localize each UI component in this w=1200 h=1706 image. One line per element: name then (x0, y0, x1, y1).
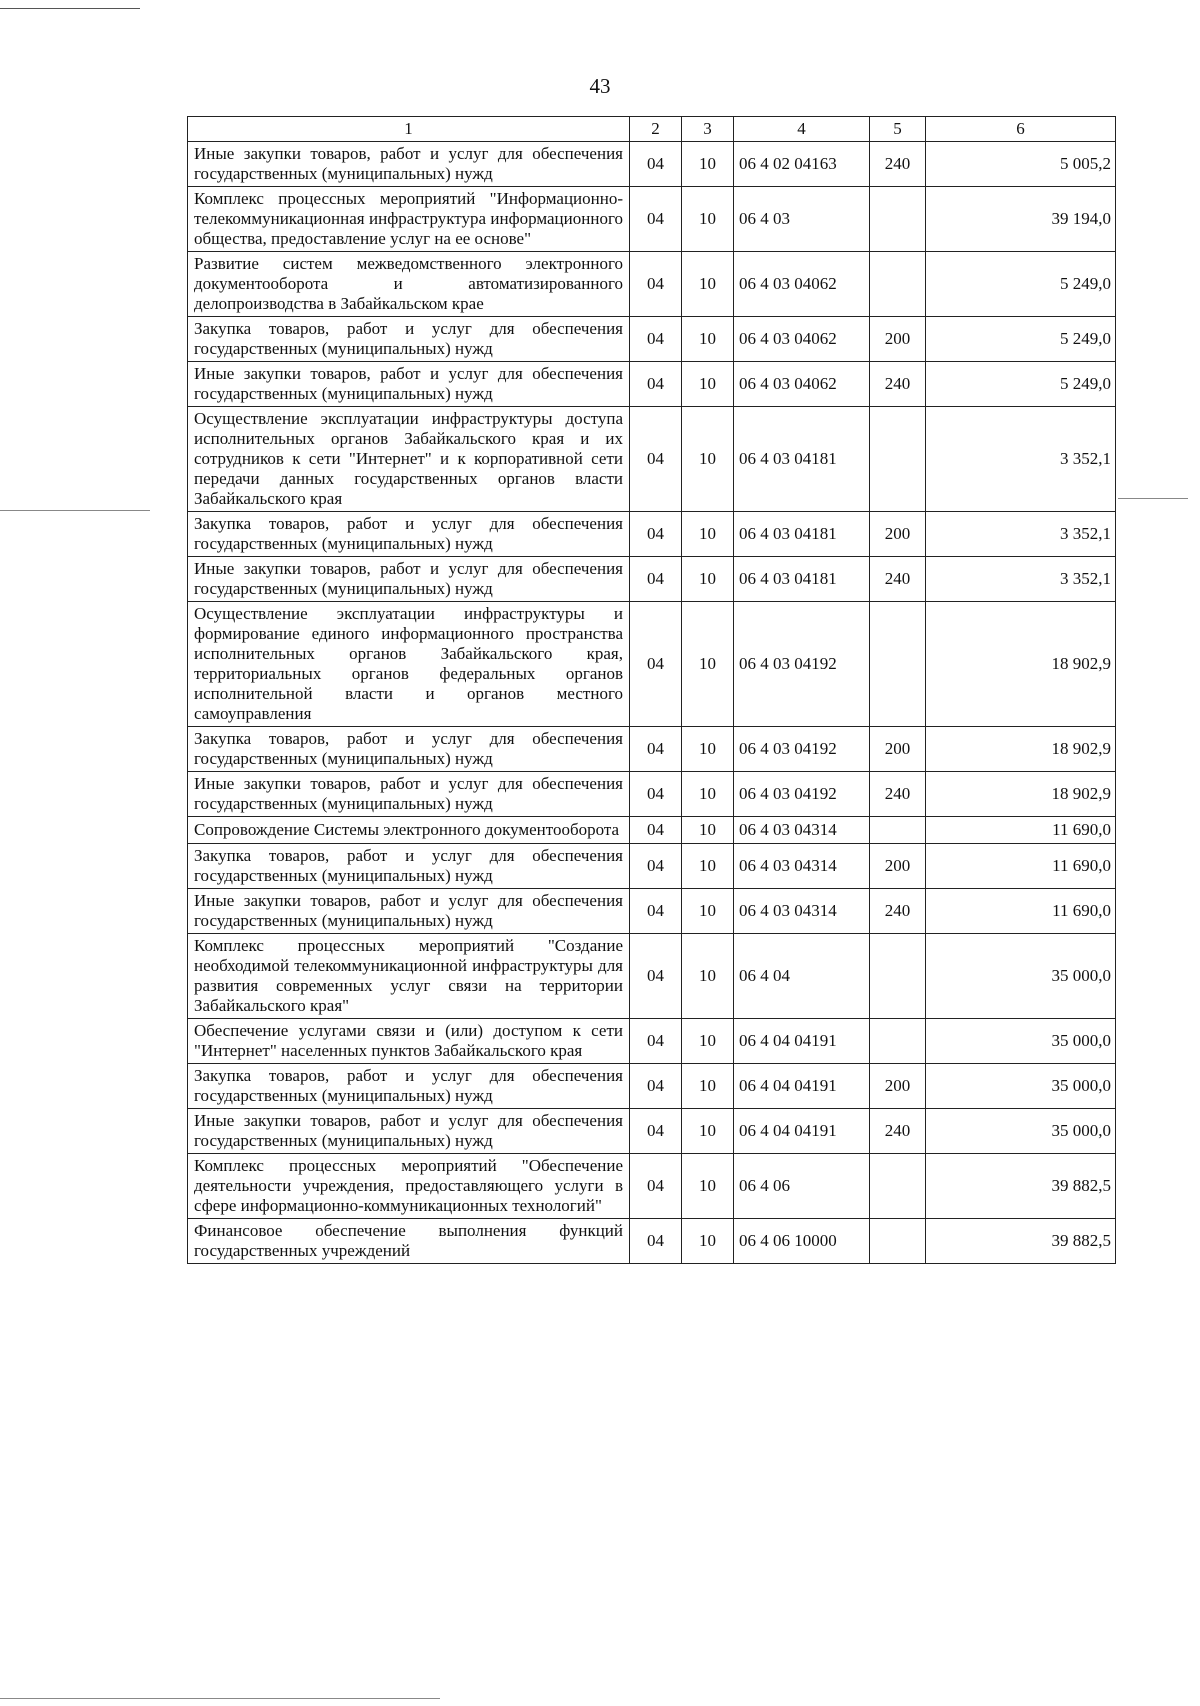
row-amount: 18 902,9 (926, 602, 1116, 727)
scan-mark-right (1118, 498, 1188, 499)
header-col-6: 6 (926, 117, 1116, 142)
row-subsection: 10 (682, 1219, 734, 1264)
table-row (188, 772, 1116, 817)
row-section: 04 (630, 1019, 682, 1064)
row-section: 04 (630, 407, 682, 512)
row-amount: 39 882,5 (926, 1219, 1116, 1264)
table-row (188, 557, 1116, 602)
row-expense-type (870, 1219, 926, 1264)
table-row (188, 252, 1116, 317)
row-amount: 11 690,0 (926, 817, 1116, 844)
row-section: 04 (630, 817, 682, 844)
row-expense-type (870, 1019, 926, 1064)
row-target-article: 06 4 03 04062 (734, 362, 870, 407)
row-name: Комплекс процессных мероприятий "Обеспечение деятельности учреждения, предоставляющего услуги в сфере информационно-коммуникационных технологий" (188, 1154, 630, 1219)
row-name: Осуществление эксплуатации инфраструктуры и формирование единого информационного пространства исполнительных органов Забайкальского края, территориальных органов федеральных органов исполнительной власти и органов местного самоуправления (188, 602, 630, 727)
row-target-article: 06 4 03 04314 (734, 889, 870, 934)
row-target-article: 06 4 02 04163 (734, 142, 870, 187)
row-amount: 39 882,5 (926, 1154, 1116, 1219)
row-section: 04 (630, 602, 682, 727)
row-name: Комплекс процессных мероприятий "Информационно-телекоммуникационная инфраструктура информационного общества, предоставление услуг на ее основе" (188, 187, 630, 252)
table-row (188, 934, 1116, 1019)
row-subsection: 10 (682, 889, 734, 934)
row-expense-type: 200 (870, 1064, 926, 1109)
header-col-4: 4 (734, 117, 870, 142)
row-section: 04 (630, 557, 682, 602)
row-target-article: 06 4 03 04192 (734, 602, 870, 727)
row-section: 04 (630, 1219, 682, 1264)
row-section: 04 (630, 252, 682, 317)
row-expense-type (870, 602, 926, 727)
budget-table (187, 116, 1116, 1264)
row-target-article: 06 4 03 04181 (734, 557, 870, 602)
row-target-article: 06 4 04 (734, 934, 870, 1019)
row-amount: 18 902,9 (926, 727, 1116, 772)
row-subsection: 10 (682, 557, 734, 602)
table-row (188, 844, 1116, 889)
row-expense-type (870, 934, 926, 1019)
row-target-article: 06 4 06 10000 (734, 1219, 870, 1264)
row-target-article: 06 4 03 04062 (734, 317, 870, 362)
table-row (188, 602, 1116, 727)
row-name: Иные закупки товаров, работ и услуг для обеспечения государственных (муниципальных) нужд (188, 1109, 630, 1154)
row-section: 04 (630, 772, 682, 817)
row-amount: 35 000,0 (926, 1064, 1116, 1109)
row-expense-type: 200 (870, 317, 926, 362)
row-amount: 35 000,0 (926, 1019, 1116, 1064)
table-row (188, 889, 1116, 934)
table-header (188, 117, 1116, 142)
row-expense-type (870, 407, 926, 512)
row-target-article: 06 4 03 04314 (734, 844, 870, 889)
row-name: Иные закупки товаров, работ и услуг для обеспечения государственных (муниципальных) нужд (188, 362, 630, 407)
row-subsection: 10 (682, 934, 734, 1019)
row-target-article: 06 4 03 04181 (734, 512, 870, 557)
header-row (188, 117, 1116, 142)
table-row (188, 1154, 1116, 1219)
row-subsection: 10 (682, 1064, 734, 1109)
row-subsection: 10 (682, 142, 734, 187)
row-name: Закупка товаров, работ и услуг для обеспечения государственных (муниципальных) нужд (188, 317, 630, 362)
table-row (188, 1019, 1116, 1064)
row-subsection: 10 (682, 1019, 734, 1064)
row-name: Развитие систем межведомственного электронного документооборота и автоматизированного делопроизводства в Забайкальском крае (188, 252, 630, 317)
row-name: Иные закупки товаров, работ и услуг для обеспечения государственных (муниципальных) нужд (188, 557, 630, 602)
row-amount: 11 690,0 (926, 844, 1116, 889)
table-row (188, 317, 1116, 362)
row-expense-type (870, 817, 926, 844)
table-row (188, 187, 1116, 252)
table-row (188, 727, 1116, 772)
row-target-article: 06 4 04 04191 (734, 1109, 870, 1154)
row-section: 04 (630, 362, 682, 407)
row-expense-type: 240 (870, 772, 926, 817)
row-expense-type: 240 (870, 362, 926, 407)
row-target-article: 06 4 04 04191 (734, 1064, 870, 1109)
row-section: 04 (630, 1154, 682, 1219)
row-amount: 11 690,0 (926, 889, 1116, 934)
row-name: Сопровождение Системы электронного документооборота (188, 817, 630, 844)
header-col-1: 1 (188, 117, 630, 142)
row-amount: 5 249,0 (926, 362, 1116, 407)
row-amount: 39 194,0 (926, 187, 1116, 252)
row-name: Иные закупки товаров, работ и услуг для обеспечения государственных (муниципальных) нужд (188, 772, 630, 817)
scan-mark-left (0, 510, 150, 511)
row-target-article: 06 4 03 04181 (734, 407, 870, 512)
table-row (188, 1064, 1116, 1109)
row-section: 04 (630, 317, 682, 362)
row-target-article: 06 4 03 (734, 187, 870, 252)
row-amount: 18 902,9 (926, 772, 1116, 817)
row-subsection: 10 (682, 727, 734, 772)
row-subsection: 10 (682, 1109, 734, 1154)
row-section: 04 (630, 187, 682, 252)
row-section: 04 (630, 844, 682, 889)
row-expense-type (870, 1154, 926, 1219)
row-name: Закупка товаров, работ и услуг для обеспечения государственных (муниципальных) нужд (188, 844, 630, 889)
row-section: 04 (630, 142, 682, 187)
row-subsection: 10 (682, 362, 734, 407)
row-expense-type: 200 (870, 512, 926, 557)
row-amount: 3 352,1 (926, 512, 1116, 557)
row-amount: 35 000,0 (926, 934, 1116, 1019)
row-section: 04 (630, 1064, 682, 1109)
row-amount: 3 352,1 (926, 407, 1116, 512)
row-expense-type: 200 (870, 844, 926, 889)
row-subsection: 10 (682, 817, 734, 844)
row-name: Иные закупки товаров, работ и услуг для обеспечения государственных (муниципальных) нужд (188, 142, 630, 187)
row-expense-type: 240 (870, 889, 926, 934)
row-expense-type (870, 187, 926, 252)
table-row (188, 362, 1116, 407)
row-target-article: 06 4 06 (734, 1154, 870, 1219)
table-row (188, 512, 1116, 557)
row-name: Комплекс процессных мероприятий "Создание необходимой телекоммуникационной инфраструктуры для развития современных услуг связи на территории Забайкальского края" (188, 934, 630, 1019)
table-body (188, 142, 1116, 1264)
table-row (188, 1219, 1116, 1264)
row-amount: 5 249,0 (926, 317, 1116, 362)
table-row (188, 142, 1116, 187)
row-section: 04 (630, 727, 682, 772)
row-expense-type: 240 (870, 1109, 926, 1154)
row-subsection: 10 (682, 317, 734, 362)
row-subsection: 10 (682, 602, 734, 727)
row-subsection: 10 (682, 187, 734, 252)
table-row (188, 1109, 1116, 1154)
row-name: Закупка товаров, работ и услуг для обеспечения государственных (муниципальных) нужд (188, 512, 630, 557)
row-name: Обеспечение услугами связи и (или) доступом к сети "Интернет" населенных пунктов Забайкальского края (188, 1019, 630, 1064)
row-section: 04 (630, 889, 682, 934)
row-subsection: 10 (682, 844, 734, 889)
row-section: 04 (630, 934, 682, 1019)
row-target-article: 06 4 03 04314 (734, 817, 870, 844)
row-section: 04 (630, 1109, 682, 1154)
row-amount: 3 352,1 (926, 557, 1116, 602)
table-row (188, 817, 1116, 844)
row-target-article: 06 4 04 04191 (734, 1019, 870, 1064)
row-target-article: 06 4 03 04062 (734, 252, 870, 317)
header-col-5: 5 (870, 117, 926, 142)
row-expense-type: 240 (870, 142, 926, 187)
scan-mark-top-left (0, 8, 140, 9)
row-subsection: 10 (682, 772, 734, 817)
row-name: Осуществление эксплуатации инфраструктуры доступа исполнительных органов Забайкальского края и их сотрудников к сети "Интернет" и к корпоративной сети передачи данных государственных органов власти Забайкальского края (188, 407, 630, 512)
row-amount: 35 000,0 (926, 1109, 1116, 1154)
scan-mark-bottom-left (0, 1698, 440, 1699)
row-subsection: 10 (682, 1154, 734, 1219)
row-expense-type: 200 (870, 727, 926, 772)
row-name: Закупка товаров, работ и услуг для обеспечения государственных (муниципальных) нужд (188, 727, 630, 772)
row-amount: 5 005,2 (926, 142, 1116, 187)
row-name: Закупка товаров, работ и услуг для обеспечения государственных (муниципальных) нужд (188, 1064, 630, 1109)
page-number: 43 (589, 74, 611, 98)
row-subsection: 10 (682, 512, 734, 557)
row-section: 04 (630, 512, 682, 557)
row-subsection: 10 (682, 252, 734, 317)
row-expense-type: 240 (870, 557, 926, 602)
row-subsection: 10 (682, 407, 734, 512)
row-expense-type (870, 252, 926, 317)
row-amount: 5 249,0 (926, 252, 1116, 317)
row-name: Финансовое обеспечение выполнения функций государственных учреждений (188, 1219, 630, 1264)
header-col-3: 3 (682, 117, 734, 142)
row-target-article: 06 4 03 04192 (734, 772, 870, 817)
table-row (188, 407, 1116, 512)
row-name: Иные закупки товаров, работ и услуг для обеспечения государственных (муниципальных) нужд (188, 889, 630, 934)
row-target-article: 06 4 03 04192 (734, 727, 870, 772)
header-col-2: 2 (630, 117, 682, 142)
